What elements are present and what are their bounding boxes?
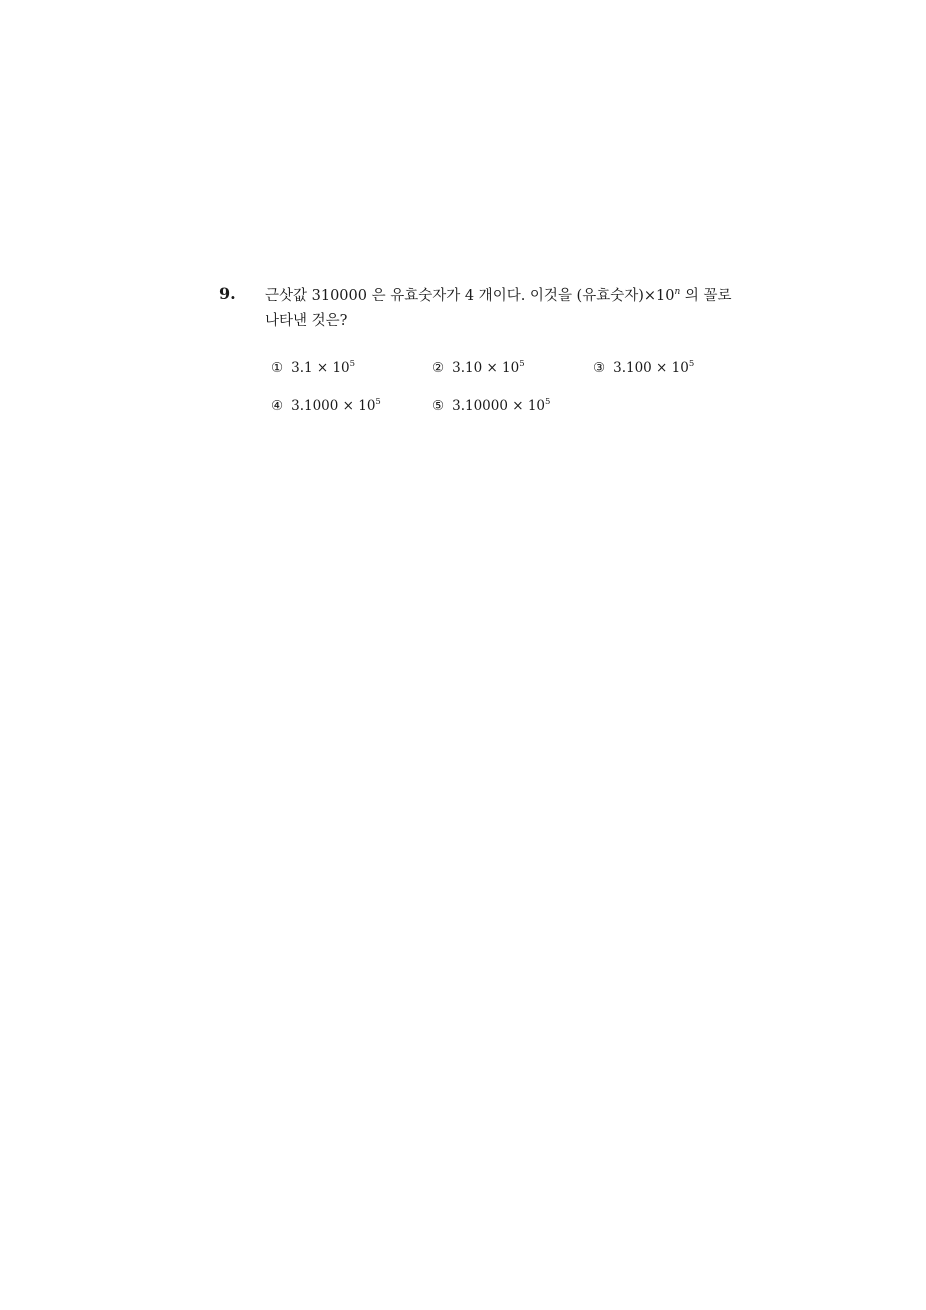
choice-5[interactable] (432, 398, 550, 414)
choice-5-base: 3.10000 × 10 (452, 398, 546, 414)
choice-3-mark: ③ (593, 360, 606, 376)
choice-1-base: 3.1 × 10 (291, 360, 350, 376)
choice-4-base: 3.1000 × 10 (291, 398, 376, 414)
choice-1-mark: ① (271, 360, 284, 376)
stem-text-part1: 근삿값 310000 은 유효숫자가 4 개이다. 이것을 (유효숫자)×10 (265, 288, 675, 304)
choice-5-mark: ⑤ (432, 398, 445, 414)
choice-2[interactable] (432, 360, 525, 376)
stem-text-line2: 나타낸 것은? (265, 313, 348, 329)
choice-4-exp: 5 (375, 397, 381, 407)
problem-number: 9. (219, 284, 236, 303)
choice-4[interactable] (271, 398, 381, 414)
choice-3-base: 3.100 × 10 (613, 360, 689, 376)
choice-2-base: 3.10 × 10 (452, 360, 520, 376)
choice-2-exp: 5 (519, 359, 525, 369)
stem-text-part2: 의 꼴로 (680, 288, 732, 304)
choice-2-mark: ② (432, 360, 445, 376)
problem-stem (265, 284, 765, 334)
stem-exponent: n (674, 287, 681, 297)
choice-1-exp: 5 (349, 359, 356, 369)
choice-1[interactable] (271, 360, 355, 376)
choice-3[interactable] (593, 360, 694, 376)
choice-4-mark: ④ (271, 398, 284, 414)
choice-5-exp: 5 (545, 397, 551, 407)
choice-3-exp: 5 (688, 359, 695, 369)
